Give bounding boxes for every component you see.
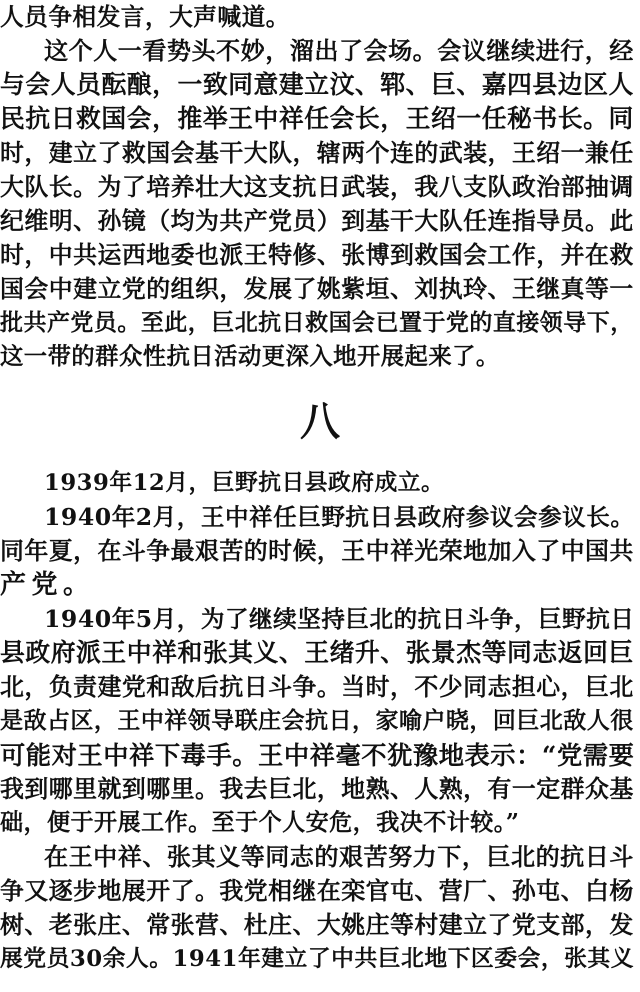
text-line: 争又逐步地展开了。我党相继在栾官屯、营厂、孙屯、白杨: [0, 877, 634, 905]
text-line: 同年夏，在斗争最艰苦的时候，王中祥光荣地加入了中国共: [0, 537, 634, 565]
text-line: 国会中建立党的组织，发展了姚紫垣、刘执玲、王继真等一: [0, 275, 634, 303]
text-line: 批共产党员。至此，巨北抗日救国会已置于党的直接领导下，: [0, 309, 634, 336]
text-line: 在王中祥、张其义等同志的艰苦努力下，巨北的抗日斗: [44, 842, 634, 871]
text-line: 大队长。为了培养壮大这支抗日武装，我八支队政治部抽调: [0, 173, 634, 201]
text-line: 展党员30余人。1941年建立了中共巨北地下区委会，张其义: [0, 946, 635, 972]
text-line: 北，负责建党和敌后抗日斗争。当时，不少同志担心，巨北: [0, 673, 634, 701]
text-line: 我到哪里就到哪里。我去巨北，地熟、人熟，有一定群众基: [0, 775, 634, 803]
text-line: 1940年2月，王中祥任巨野抗日县政府参议会参议长。: [44, 503, 635, 531]
text-line: 人员争相发言，大声喊道。: [0, 3, 290, 31]
text-line: 树、老张庄、常张营、杜庄、大姚庄等村建立了党支部，发: [0, 911, 634, 939]
section-heading: 八: [300, 398, 340, 445]
text-line: 时，中共运西地委也派王特修、张博到救国会工作，并在救: [0, 241, 634, 269]
text-line: 1940年5月，为了继续坚持巨北的抗日斗争，巨野抗日: [44, 605, 635, 633]
text-line: 产党。: [0, 570, 95, 600]
text-line: 县政府派王中祥和张其义、王绪升、张景杰等同志返回巨: [0, 638, 634, 667]
text-line: 时，建立了救国会基干大队，辖两个连的武装，王绍一兼任: [0, 139, 634, 167]
text-line: 1939年12月，巨野抗日县政府成立。: [44, 470, 445, 496]
text-line: 是敌占区，王中祥领导联庄会抗日，家喻户晓，回巨北敌人很: [0, 707, 634, 734]
text-line: 这个人一看势头不妙，溜出了会场。会议继续进行，经: [44, 36, 634, 65]
text-line: 纪维明、孙镜（均为共产党员）到基干大队任连指导员。此: [0, 207, 634, 235]
text-line: 础，便于开展工作。至于个人安危，我决不计较。”: [0, 809, 520, 836]
text-line: 民抗日救国会，推举王中祥任会长，王绍一任秘书长。同: [0, 104, 634, 133]
text-line: 可能对王中祥下毒手。王中祥毫不犹豫地表示：“党需要: [0, 740, 635, 770]
text-line: 这一带的群众性抗日活动更深入地开展起来了。: [0, 343, 500, 370]
text-line: 与会人员酝酿，一致同意建立汶、郓、巨、嘉四县边区人: [0, 70, 634, 99]
